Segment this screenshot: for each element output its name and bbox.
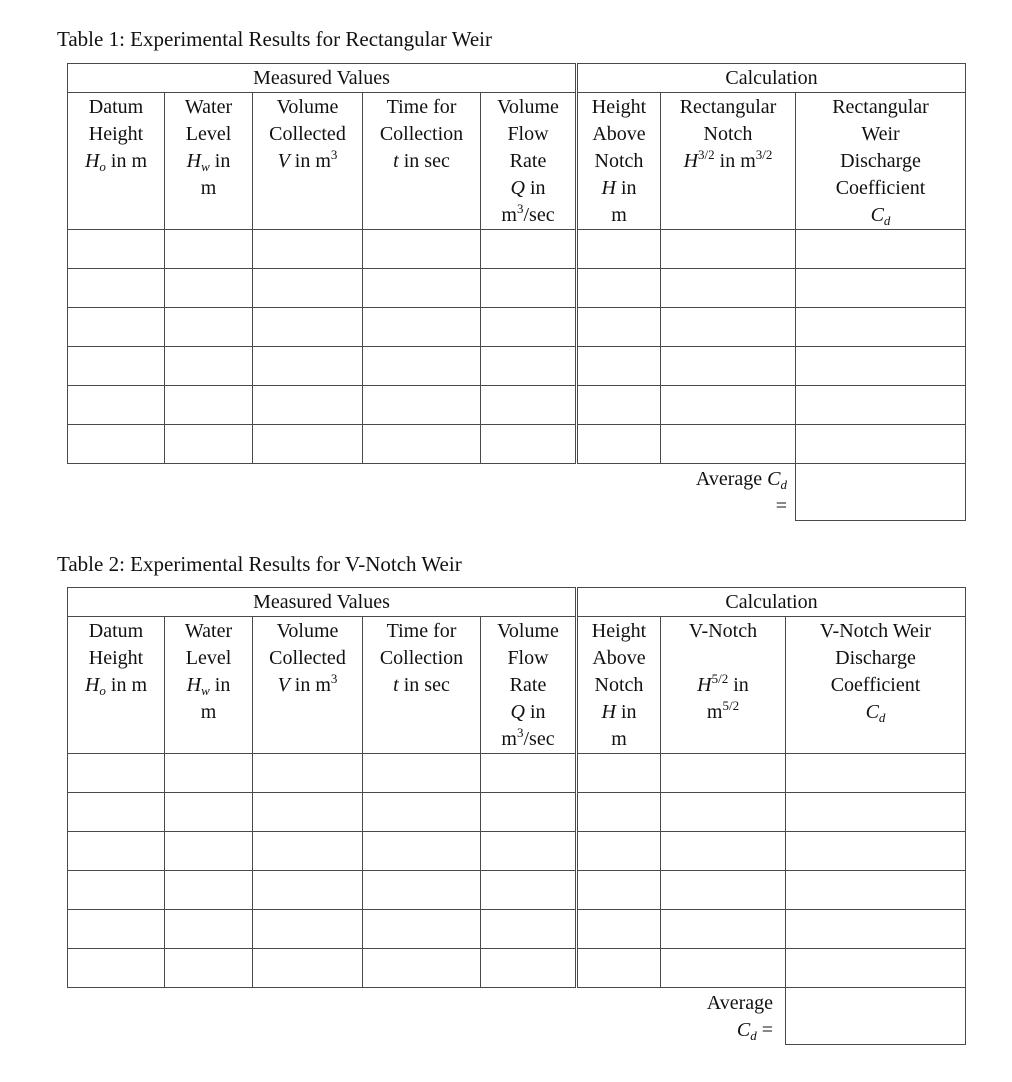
data-cell[interactable]	[661, 832, 786, 871]
v-notch-weir-table	[67, 587, 966, 1045]
table-row	[68, 425, 966, 464]
data-cell[interactable]	[796, 347, 966, 386]
volume-collected-header: Volume Collected V in $m^3$	[253, 617, 363, 754]
data-cell[interactable]	[165, 832, 253, 871]
data-cell[interactable]	[363, 754, 481, 793]
height-above-notch-header: Height Above Notch H in m	[577, 93, 661, 230]
table-row	[68, 832, 966, 871]
calculation-header: Calculation	[577, 588, 966, 617]
data-cell[interactable]	[165, 425, 253, 464]
data-cell[interactable]	[577, 308, 661, 347]
average-cd-input[interactable]	[786, 988, 966, 1045]
table-row	[68, 754, 966, 793]
volume-collected-header: Volume Collected V in $m^3$	[253, 93, 363, 230]
data-cell[interactable]	[253, 230, 363, 269]
data-cell[interactable]	[481, 308, 577, 347]
data-cell[interactable]	[68, 269, 165, 308]
data-cell[interactable]	[481, 230, 577, 269]
data-cell[interactable]	[68, 910, 165, 949]
data-cell[interactable]	[363, 949, 481, 988]
data-cell[interactable]	[363, 910, 481, 949]
data-cell[interactable]	[165, 269, 253, 308]
data-cell[interactable]	[68, 832, 165, 871]
data-cell[interactable]	[68, 871, 165, 910]
average-cd-label: Average $C_d$ =	[695, 468, 787, 517]
data-cell[interactable]	[786, 793, 966, 832]
data-cell[interactable]	[577, 871, 661, 910]
data-cell[interactable]	[661, 308, 796, 347]
data-cell[interactable]	[786, 754, 966, 793]
water-level-header: Water Level $H_w$ in m	[165, 617, 253, 754]
table1-body	[68, 230, 966, 464]
data-cell[interactable]	[253, 347, 363, 386]
data-cell[interactable]	[481, 386, 577, 425]
data-cell[interactable]	[481, 793, 577, 832]
data-cell[interactable]	[661, 269, 796, 308]
data-cell[interactable]	[786, 832, 966, 871]
data-cell[interactable]	[363, 230, 481, 269]
average-cd-label: Average $C_d$ =	[706, 992, 773, 1043]
data-cell[interactable]	[363, 832, 481, 871]
data-cell[interactable]	[661, 425, 796, 464]
height-above-notch-header: Height Above Notch H in m	[577, 617, 661, 754]
data-cell[interactable]	[253, 425, 363, 464]
data-cell[interactable]	[786, 910, 966, 949]
table-row	[68, 347, 966, 386]
data-cell[interactable]	[253, 754, 363, 793]
table-row	[68, 230, 966, 269]
measured-values-header: Measured Values	[68, 588, 577, 617]
data-cell[interactable]	[481, 754, 577, 793]
data-cell[interactable]	[68, 949, 165, 988]
measured-values-header: Measured Values	[68, 64, 577, 93]
data-cell[interactable]	[481, 347, 577, 386]
v-notch-header: V-Notch $H^{5/2}$ in $m^{5/2}$	[661, 617, 786, 754]
data-cell[interactable]	[577, 386, 661, 425]
data-cell[interactable]	[661, 949, 786, 988]
data-cell[interactable]	[68, 230, 165, 269]
data-cell[interactable]	[165, 754, 253, 793]
data-cell[interactable]	[661, 230, 796, 269]
data-cell[interactable]	[481, 269, 577, 308]
rectangular-notch-header: Rectangular Notch $H^{3/2}$ in $m^{3/2}$	[661, 93, 796, 230]
table2-body	[68, 754, 966, 988]
table-row	[68, 386, 966, 425]
data-cell[interactable]	[481, 832, 577, 871]
table-row	[68, 949, 966, 988]
data-cell[interactable]	[68, 308, 165, 347]
rectangular-weir-table	[67, 63, 966, 521]
data-cell[interactable]	[165, 230, 253, 269]
data-cell[interactable]	[577, 347, 661, 386]
data-cell[interactable]	[796, 308, 966, 347]
data-cell[interactable]	[68, 793, 165, 832]
data-cell[interactable]	[577, 949, 661, 988]
data-cell[interactable]	[165, 386, 253, 425]
data-cell[interactable]	[363, 871, 481, 910]
table-row	[68, 793, 966, 832]
data-cell[interactable]	[661, 347, 796, 386]
data-cell[interactable]	[253, 910, 363, 949]
data-cell[interactable]	[481, 949, 577, 988]
data-cell[interactable]	[363, 793, 481, 832]
data-cell[interactable]	[577, 230, 661, 269]
data-cell[interactable]	[253, 871, 363, 910]
data-cell[interactable]	[577, 832, 661, 871]
data-cell[interactable]	[577, 269, 661, 308]
time-for-collection-header: Time for Collection t in sec	[363, 93, 481, 230]
data-cell[interactable]	[796, 230, 966, 269]
data-cell[interactable]	[481, 871, 577, 910]
data-cell[interactable]	[577, 910, 661, 949]
data-cell[interactable]	[68, 425, 165, 464]
data-cell[interactable]	[363, 386, 481, 425]
volume-flow-rate-header: Volume Flow Rate Q in $m^3/\sec$	[481, 617, 577, 754]
data-cell[interactable]	[481, 910, 577, 949]
data-cell[interactable]	[577, 793, 661, 832]
table-row	[68, 871, 966, 910]
data-cell[interactable]	[253, 949, 363, 988]
data-cell[interactable]	[363, 347, 481, 386]
table1-caption: Table 1: Experimental Results for Rectangular Weir	[57, 27, 492, 51]
data-cell[interactable]	[165, 308, 253, 347]
volume-flow-rate-header: Volume Flow Rate Q in $m^3/\sec$	[481, 93, 577, 230]
data-cell[interactable]	[796, 386, 966, 425]
data-cell[interactable]	[68, 347, 165, 386]
datum-height-header: Datum Height $H_o$ in m	[68, 93, 165, 230]
water-level-header: Water Level $H_w$ in m	[165, 93, 253, 230]
data-cell[interactable]	[363, 425, 481, 464]
table-row	[68, 308, 966, 347]
datum-height-header: Datum Height $H_o$ in m	[68, 617, 165, 754]
discharge-coefficient-header: Rectangular Weir Discharge Coefficient $C_d$	[796, 93, 966, 230]
data-cell[interactable]	[786, 871, 966, 910]
data-cell[interactable]	[577, 754, 661, 793]
data-cell[interactable]	[661, 793, 786, 832]
discharge-coefficient-header: V-Notch Weir Discharge Coefficient $C_d$	[786, 617, 966, 754]
data-cell[interactable]	[68, 754, 165, 793]
data-cell[interactable]	[796, 269, 966, 308]
data-cell[interactable]	[363, 269, 481, 308]
data-cell[interactable]	[165, 871, 253, 910]
data-cell[interactable]	[253, 832, 363, 871]
data-cell[interactable]	[165, 793, 253, 832]
data-cell[interactable]	[165, 949, 253, 988]
table2-caption: Table 2: Experimental Results for V-Notch Weir	[57, 552, 462, 576]
data-cell[interactable]	[577, 425, 661, 464]
data-cell[interactable]	[68, 386, 165, 425]
time-for-collection-header: Time for Collection t in sec	[363, 617, 481, 754]
calculation-header: Calculation	[577, 64, 966, 93]
data-cell[interactable]	[661, 386, 796, 425]
data-cell[interactable]	[481, 425, 577, 464]
table-row	[68, 269, 966, 308]
data-cell[interactable]	[253, 386, 363, 425]
data-cell[interactable]	[786, 949, 966, 988]
data-cell[interactable]	[796, 425, 966, 464]
data-cell[interactable]	[363, 308, 481, 347]
data-cell[interactable]	[661, 910, 786, 949]
data-cell[interactable]	[165, 910, 253, 949]
average-cd-input[interactable]	[796, 464, 966, 521]
data-cell[interactable]	[661, 754, 786, 793]
table-row	[68, 910, 966, 949]
data-cell[interactable]	[253, 269, 363, 308]
data-cell[interactable]	[165, 347, 253, 386]
data-cell[interactable]	[253, 793, 363, 832]
data-cell[interactable]	[661, 871, 786, 910]
data-cell[interactable]	[253, 308, 363, 347]
